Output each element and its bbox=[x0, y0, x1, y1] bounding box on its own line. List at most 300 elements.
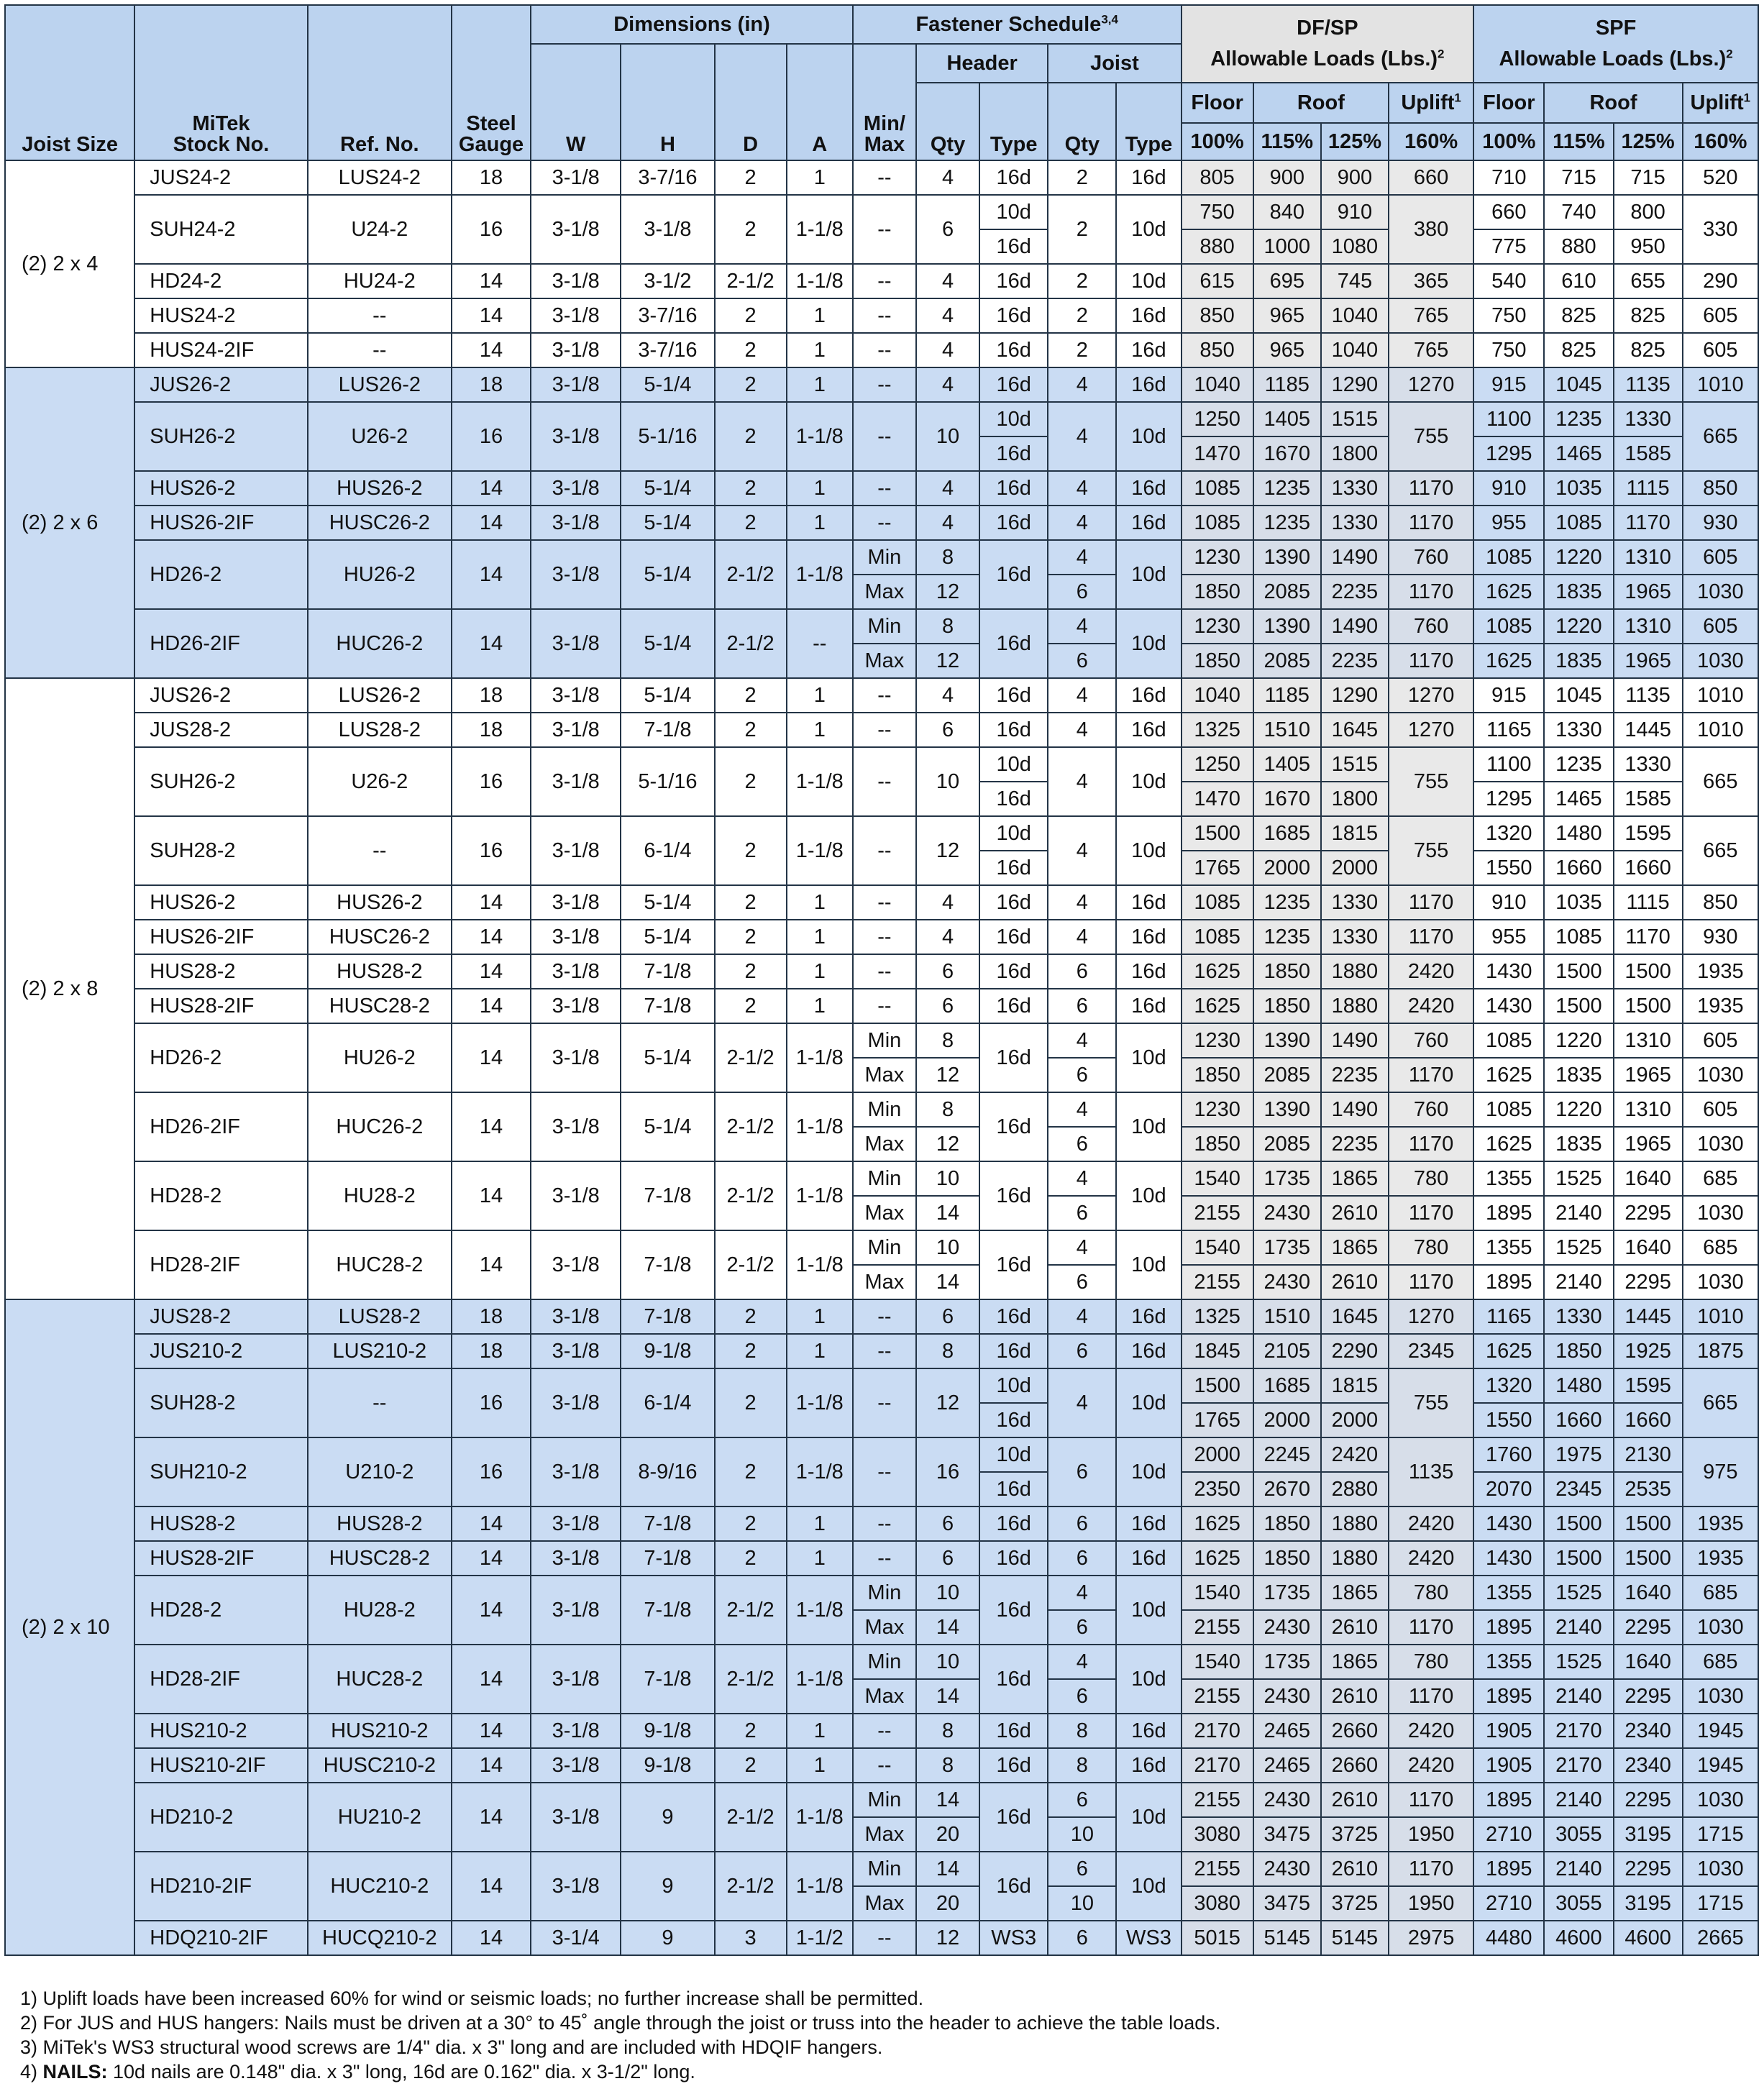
stock-no-cell: JUS210-2 bbox=[134, 1334, 307, 1368]
header-type-cell: 10d bbox=[979, 747, 1048, 782]
spf-uplift-cell: 930 bbox=[1683, 506, 1758, 540]
footnote-1: 1) Uplift loads have been increased 60% for wind or seismic loads; no further increase shall be permitted. bbox=[20, 1988, 924, 2009]
dfsp-load-cell: 1515 bbox=[1321, 402, 1389, 436]
ref-no-cell: HU28-2 bbox=[308, 1161, 452, 1230]
dfsp-load-cell: 1670 bbox=[1253, 436, 1321, 471]
joist-type-cell: 16d bbox=[1116, 333, 1181, 367]
dim-d-cell: 2 bbox=[715, 402, 787, 471]
spf-load-cell: 2295 bbox=[1614, 1265, 1683, 1299]
dim-d-cell: 2-1/2 bbox=[715, 264, 787, 298]
spf-load-cell: 1965 bbox=[1614, 644, 1683, 678]
dim-h-cell: 7-1/8 bbox=[621, 1645, 714, 1714]
spf-load-cell: 1895 bbox=[1473, 1852, 1544, 1886]
dfsp-load-cell: 2000 bbox=[1253, 1403, 1321, 1437]
spf-load-cell: 1100 bbox=[1473, 747, 1544, 782]
joist-qty-cell: 4 bbox=[1048, 471, 1116, 506]
table-row bbox=[5, 954, 1758, 989]
spf-load-cell: 915 bbox=[1473, 367, 1544, 402]
spf-uplift-cell: 1935 bbox=[1683, 1541, 1758, 1576]
min-max-cell: -- bbox=[853, 195, 916, 264]
header-type-cell: 16d bbox=[979, 160, 1048, 195]
dfsp-load-cell: 1815 bbox=[1321, 1368, 1389, 1403]
dfsp-load-cell: 1500 bbox=[1182, 816, 1253, 851]
dim-a-cell: 1 bbox=[787, 678, 853, 713]
gauge-cell: 14 bbox=[452, 885, 531, 920]
dfsp-uplift-cell: 1170 bbox=[1389, 920, 1473, 954]
table-row bbox=[5, 609, 1758, 644]
dfsp-load-cell: 1670 bbox=[1253, 782, 1321, 816]
stock-no-cell: HD210-2 bbox=[134, 1783, 307, 1852]
dfsp-uplift-cell: 1170 bbox=[1389, 1265, 1473, 1299]
header-spf-uplift: Uplift$^1$ bbox=[1683, 83, 1758, 123]
dim-d-cell: 2-1/2 bbox=[715, 1161, 787, 1230]
spf-load-cell: 1115 bbox=[1614, 471, 1683, 506]
dim-h-cell: 8-9/16 bbox=[621, 1437, 714, 1507]
spf-load-cell: 3195 bbox=[1614, 1886, 1683, 1921]
header-dfsp-125: 125% bbox=[1321, 123, 1389, 160]
dim-d-cell: 2 bbox=[715, 195, 787, 264]
spf-load-cell: 1550 bbox=[1473, 851, 1544, 885]
spf-load-cell: 1085 bbox=[1544, 920, 1613, 954]
joist-type-cell: 16d bbox=[1116, 920, 1181, 954]
dim-h-cell: 5-1/16 bbox=[621, 402, 714, 471]
dfsp-load-cell: 1390 bbox=[1253, 1023, 1321, 1058]
dfsp-load-cell: 2155 bbox=[1182, 1852, 1253, 1886]
header-stock-no: MiTek Stock No. bbox=[134, 5, 307, 160]
joist-qty-cell: 6 bbox=[1048, 1265, 1116, 1299]
dim-h-cell: 7-1/8 bbox=[621, 1299, 714, 1334]
ref-no-cell: LUS28-2 bbox=[308, 713, 452, 747]
min-max-cell: Min bbox=[853, 609, 916, 644]
joist-type-cell: 10d bbox=[1116, 1437, 1181, 1507]
spf-load-cell: 1445 bbox=[1614, 1299, 1683, 1334]
dfsp-load-cell: 2170 bbox=[1182, 1714, 1253, 1748]
header-d: D bbox=[715, 44, 787, 160]
ref-no-cell: HUCQ210-2 bbox=[308, 1921, 452, 1955]
gauge-cell: 16 bbox=[452, 747, 531, 816]
table-row bbox=[5, 367, 1758, 402]
dim-w-cell: 3-1/8 bbox=[531, 367, 621, 402]
header-qty-cell: 8 bbox=[916, 1748, 979, 1783]
gauge-cell: 16 bbox=[452, 195, 531, 264]
header-type-cell: 16d bbox=[979, 989, 1048, 1023]
dfsp-load-cell: 1330 bbox=[1321, 471, 1389, 506]
ref-no-cell: HUSC26-2 bbox=[308, 506, 452, 540]
min-max-cell: -- bbox=[853, 816, 916, 885]
header-type-cell: 16d bbox=[979, 1472, 1048, 1507]
dfsp-load-cell: 1765 bbox=[1182, 1403, 1253, 1437]
footnote-3: 3) MiTek's WS3 structural wood screws are 1/4" dia. x 3" long and are included with HDQIF hangers. bbox=[20, 2036, 883, 2058]
dfsp-load-cell: 1235 bbox=[1253, 885, 1321, 920]
ref-no-cell: HUC26-2 bbox=[308, 609, 452, 678]
spf-load-cell: 1445 bbox=[1614, 713, 1683, 747]
spf-uplift-cell: 665 bbox=[1683, 747, 1758, 816]
header-qty-cell: 8 bbox=[916, 609, 979, 644]
header-qty-cell: 8 bbox=[916, 1023, 979, 1058]
dfsp-load-cell: 850 bbox=[1182, 333, 1253, 367]
joist-type-cell: 16d bbox=[1116, 1507, 1181, 1541]
dim-d-cell: 2 bbox=[715, 471, 787, 506]
dfsp-load-cell: 2660 bbox=[1321, 1714, 1389, 1748]
spf-uplift-cell: 1030 bbox=[1683, 1852, 1758, 1886]
gauge-cell: 18 bbox=[452, 678, 531, 713]
ref-no-cell: LUS28-2 bbox=[308, 1299, 452, 1334]
ref-no-cell: U24-2 bbox=[308, 195, 452, 264]
min-max-cell: -- bbox=[853, 713, 916, 747]
gauge-cell: 18 bbox=[452, 160, 531, 195]
spf-load-cell: 1500 bbox=[1544, 954, 1613, 989]
spf-load-cell: 1085 bbox=[1473, 1092, 1544, 1127]
spf-load-cell: 2345 bbox=[1544, 1472, 1613, 1507]
joist-qty-cell: 4 bbox=[1048, 540, 1116, 575]
ref-no-cell: -- bbox=[308, 1368, 452, 1437]
spf-uplift-cell: 605 bbox=[1683, 609, 1758, 644]
spf-load-cell: 1035 bbox=[1544, 885, 1613, 920]
ref-no-cell: HUS28-2 bbox=[308, 1507, 452, 1541]
dfsp-load-cell: 1290 bbox=[1321, 678, 1389, 713]
gauge-cell: 14 bbox=[452, 1023, 531, 1092]
table-row bbox=[5, 1437, 1758, 1472]
spf-load-cell: 1550 bbox=[1473, 1403, 1544, 1437]
dim-w-cell: 3-1/8 bbox=[531, 1230, 621, 1299]
dim-w-cell: 3-1/8 bbox=[531, 1714, 621, 1748]
dfsp-uplift-cell: 1170 bbox=[1389, 575, 1473, 609]
dfsp-load-cell: 1230 bbox=[1182, 540, 1253, 575]
dim-a-cell: 1 bbox=[787, 989, 853, 1023]
ref-no-cell: HU24-2 bbox=[308, 264, 452, 298]
dfsp-load-cell: 1185 bbox=[1253, 367, 1321, 402]
gauge-cell: 14 bbox=[452, 1645, 531, 1714]
stock-no-cell: HUS210-2IF bbox=[134, 1748, 307, 1783]
dim-a-cell: 1-1/8 bbox=[787, 1161, 853, 1230]
min-max-cell: Max bbox=[853, 1886, 916, 1921]
spf-load-cell: 1760 bbox=[1473, 1437, 1544, 1472]
header-type-cell: 10d bbox=[979, 195, 1048, 229]
spf-load-cell: 2710 bbox=[1473, 1886, 1544, 1921]
dim-h-cell: 9-1/8 bbox=[621, 1748, 714, 1783]
dim-w-cell: 3-1/8 bbox=[531, 195, 621, 264]
dim-a-cell: 1-1/8 bbox=[787, 1576, 853, 1645]
dfsp-load-cell: 3080 bbox=[1182, 1817, 1253, 1852]
min-max-cell: Max bbox=[853, 1127, 916, 1161]
spf-load-cell: 1595 bbox=[1614, 1368, 1683, 1403]
ref-no-cell: LUS24-2 bbox=[308, 160, 452, 195]
dfsp-load-cell: 2155 bbox=[1182, 1196, 1253, 1230]
dfsp-load-cell: 1865 bbox=[1321, 1161, 1389, 1196]
stock-no-cell: SUH28-2 bbox=[134, 816, 307, 885]
header-qty-cell: 8 bbox=[916, 1334, 979, 1368]
dim-h-cell: 5-1/4 bbox=[621, 540, 714, 609]
joist-type-cell: 10d bbox=[1116, 816, 1181, 885]
dfsp-uplift-cell: 1950 bbox=[1389, 1886, 1473, 1921]
dim-a-cell: 1 bbox=[787, 1334, 853, 1368]
spf-uplift-cell: 290 bbox=[1683, 264, 1758, 298]
dfsp-uplift-cell: 760 bbox=[1389, 1023, 1473, 1058]
stock-no-cell: HUS28-2 bbox=[134, 954, 307, 989]
joist-qty-cell: 6 bbox=[1048, 1058, 1116, 1092]
header-dfsp-roof: Roof bbox=[1253, 83, 1389, 123]
dim-a-cell: 1-1/8 bbox=[787, 1645, 853, 1714]
dfsp-load-cell: 3475 bbox=[1253, 1817, 1321, 1852]
spf-load-cell: 2140 bbox=[1544, 1679, 1613, 1714]
joist-qty-cell: 2 bbox=[1048, 298, 1116, 333]
gauge-cell: 14 bbox=[452, 1541, 531, 1576]
spf-load-cell: 825 bbox=[1614, 333, 1683, 367]
dfsp-load-cell: 1250 bbox=[1182, 402, 1253, 436]
dfsp-load-cell: 1865 bbox=[1321, 1230, 1389, 1265]
dfsp-load-cell: 2350 bbox=[1182, 1472, 1253, 1507]
header-qty-cell: 14 bbox=[916, 1679, 979, 1714]
dim-w-cell: 3-1/8 bbox=[531, 1437, 621, 1507]
stock-no-cell: HD28-2IF bbox=[134, 1230, 307, 1299]
dim-a-cell: 1 bbox=[787, 506, 853, 540]
gauge-cell: 16 bbox=[452, 816, 531, 885]
min-max-cell: -- bbox=[853, 885, 916, 920]
spf-load-cell: 1170 bbox=[1614, 920, 1683, 954]
joist-type-cell: 16d bbox=[1116, 160, 1181, 195]
spf-load-cell: 2140 bbox=[1544, 1852, 1613, 1886]
header-joist-qty: Qty bbox=[1048, 83, 1116, 160]
joist-qty-cell: 10 bbox=[1048, 1817, 1116, 1852]
spf-load-cell: 715 bbox=[1614, 160, 1683, 195]
dfsp-uplift-cell: 765 bbox=[1389, 298, 1473, 333]
joist-type-cell: 10d bbox=[1116, 1230, 1181, 1299]
dfsp-uplift-cell: 1170 bbox=[1389, 1196, 1473, 1230]
spf-load-cell: 1430 bbox=[1473, 954, 1544, 989]
spf-uplift-cell: 1945 bbox=[1683, 1714, 1758, 1748]
dim-a-cell: 1-1/8 bbox=[787, 1092, 853, 1161]
dim-h-cell: 5-1/4 bbox=[621, 678, 714, 713]
dfsp-load-cell: 1000 bbox=[1253, 229, 1321, 264]
dim-h-cell: 9-1/8 bbox=[621, 1714, 714, 1748]
joist-qty-cell: 4 bbox=[1048, 1161, 1116, 1196]
dfsp-uplift-cell: 1170 bbox=[1389, 1610, 1473, 1645]
dim-w-cell: 3-1/8 bbox=[531, 1161, 621, 1230]
dfsp-uplift-cell: 755 bbox=[1389, 816, 1473, 885]
dfsp-load-cell: 1500 bbox=[1182, 1368, 1253, 1403]
spf-load-cell: 910 bbox=[1473, 885, 1544, 920]
dfsp-load-cell: 2085 bbox=[1253, 1127, 1321, 1161]
joist-type-cell: 16d bbox=[1116, 989, 1181, 1023]
footnote-4: 4) NAILS: 10d nails are 0.148" dia. x 3" long, 16d are 0.162" dia. x 3-1/2" long. bbox=[20, 2061, 695, 2082]
dfsp-load-cell: 745 bbox=[1321, 264, 1389, 298]
header-qty-cell: 12 bbox=[916, 575, 979, 609]
header-qty-cell: 6 bbox=[916, 1507, 979, 1541]
dfsp-load-cell: 1230 bbox=[1182, 1092, 1253, 1127]
dim-d-cell: 2 bbox=[715, 747, 787, 816]
spf-uplift-cell: 850 bbox=[1683, 471, 1758, 506]
dim-h-cell: 5-1/4 bbox=[621, 920, 714, 954]
dim-d-cell: 2-1/2 bbox=[715, 1852, 787, 1921]
header-type-cell: 10d bbox=[979, 1368, 1048, 1403]
spf-load-cell: 2170 bbox=[1544, 1714, 1613, 1748]
header-type-cell: 16d bbox=[979, 540, 1048, 609]
dfsp-load-cell: 1850 bbox=[1182, 1127, 1253, 1161]
spf-load-cell: 2130 bbox=[1614, 1437, 1683, 1472]
spf-load-cell: 1500 bbox=[1614, 954, 1683, 989]
dfsp-load-cell: 5145 bbox=[1253, 1921, 1321, 1955]
ref-no-cell: HUC28-2 bbox=[308, 1645, 452, 1714]
min-max-cell: Max bbox=[853, 1058, 916, 1092]
dim-a-cell: 1 bbox=[787, 1299, 853, 1334]
gauge-cell: 16 bbox=[452, 402, 531, 471]
dfsp-uplift-cell: 755 bbox=[1389, 747, 1473, 816]
dfsp-load-cell: 1405 bbox=[1253, 402, 1321, 436]
joist-qty-cell: 6 bbox=[1048, 1541, 1116, 1576]
gauge-cell: 18 bbox=[452, 1299, 531, 1334]
header-type-cell: 16d bbox=[979, 1541, 1048, 1576]
dim-h-cell: 3-1/2 bbox=[621, 264, 714, 298]
min-max-cell: Min bbox=[853, 1023, 916, 1058]
spf-load-cell: 1235 bbox=[1544, 402, 1613, 436]
joist-size-cell: (2) 2 x 6 bbox=[5, 367, 134, 678]
dfsp-load-cell: 1330 bbox=[1321, 885, 1389, 920]
joist-qty-cell: 4 bbox=[1048, 1023, 1116, 1058]
dim-a-cell: 1-1/8 bbox=[787, 264, 853, 298]
dfsp-load-cell: 1040 bbox=[1321, 298, 1389, 333]
dim-d-cell: 2 bbox=[715, 1714, 787, 1748]
joist-type-cell: 10d bbox=[1116, 1368, 1181, 1437]
dim-h-cell: 9 bbox=[621, 1852, 714, 1921]
dim-w-cell: 3-1/8 bbox=[531, 1576, 621, 1645]
spf-load-cell: 2070 bbox=[1473, 1472, 1544, 1507]
dim-h-cell: 7-1/8 bbox=[621, 1230, 714, 1299]
spf-load-cell: 2295 bbox=[1614, 1679, 1683, 1714]
header-spf-125: 125% bbox=[1614, 123, 1683, 160]
min-max-cell: -- bbox=[853, 160, 916, 195]
dfsp-load-cell: 1390 bbox=[1253, 609, 1321, 644]
spf-load-cell: 1585 bbox=[1614, 436, 1683, 471]
header-type-cell: 16d bbox=[979, 1507, 1048, 1541]
ref-no-cell: U210-2 bbox=[308, 1437, 452, 1507]
gauge-cell: 14 bbox=[452, 609, 531, 678]
header-qty-cell: 4 bbox=[916, 367, 979, 402]
spf-load-cell: 1895 bbox=[1473, 1196, 1544, 1230]
dfsp-load-cell: 3725 bbox=[1321, 1817, 1389, 1852]
joist-qty-cell: 4 bbox=[1048, 713, 1116, 747]
joist-qty-cell: 6 bbox=[1048, 989, 1116, 1023]
joist-type-cell: WS3 bbox=[1116, 1921, 1181, 1955]
dim-w-cell: 3-1/8 bbox=[531, 885, 621, 920]
dfsp-load-cell: 1850 bbox=[1253, 954, 1321, 989]
spf-load-cell: 1625 bbox=[1473, 1334, 1544, 1368]
joist-type-cell: 16d bbox=[1116, 367, 1181, 402]
dfsp-load-cell: 1330 bbox=[1321, 920, 1389, 954]
dfsp-load-cell: 1645 bbox=[1321, 1299, 1389, 1334]
spf-load-cell: 1115 bbox=[1614, 885, 1683, 920]
header-qty-cell: 4 bbox=[916, 160, 979, 195]
spf-load-cell: 800 bbox=[1614, 195, 1683, 229]
spf-load-cell: 1320 bbox=[1473, 816, 1544, 851]
table-row bbox=[5, 1299, 1758, 1334]
spf-load-cell: 1330 bbox=[1544, 1299, 1613, 1334]
dfsp-load-cell: 2000 bbox=[1182, 1437, 1253, 1472]
header-qty-cell: 6 bbox=[916, 989, 979, 1023]
ref-no-cell: HUSC28-2 bbox=[308, 989, 452, 1023]
header-joist-type: Type bbox=[1116, 83, 1181, 160]
joist-qty-cell: 6 bbox=[1048, 1507, 1116, 1541]
stock-no-cell: JUS28-2 bbox=[134, 713, 307, 747]
dim-w-cell: 3-1/8 bbox=[531, 954, 621, 989]
stock-no-cell: SUH26-2 bbox=[134, 402, 307, 471]
dim-d-cell: 2 bbox=[715, 160, 787, 195]
dfsp-load-cell: 1085 bbox=[1182, 920, 1253, 954]
spf-load-cell: 1355 bbox=[1473, 1161, 1544, 1196]
stock-no-cell: HUS28-2 bbox=[134, 1507, 307, 1541]
stock-no-cell: HUS26-2IF bbox=[134, 920, 307, 954]
header-qty-cell: 14 bbox=[916, 1610, 979, 1645]
header-qty-cell: 6 bbox=[916, 1299, 979, 1334]
dfsp-load-cell: 1735 bbox=[1253, 1645, 1321, 1679]
joist-type-cell: 16d bbox=[1116, 954, 1181, 989]
header-w: W bbox=[531, 44, 621, 160]
spf-load-cell: 1895 bbox=[1473, 1783, 1544, 1817]
dim-d-cell: 2-1/2 bbox=[715, 1576, 787, 1645]
spf-load-cell: 4600 bbox=[1614, 1921, 1683, 1955]
spf-load-cell: 1965 bbox=[1614, 1058, 1683, 1092]
header-qty-cell: 16 bbox=[916, 1437, 979, 1507]
dfsp-load-cell: 880 bbox=[1182, 229, 1253, 264]
dim-w-cell: 3-1/8 bbox=[531, 1507, 621, 1541]
dim-h-cell: 5-1/16 bbox=[621, 747, 714, 816]
header-qty-cell: 8 bbox=[916, 540, 979, 575]
spf-load-cell: 910 bbox=[1473, 471, 1544, 506]
header-header-group: Header bbox=[916, 44, 1048, 83]
dim-a-cell: 1-1/8 bbox=[787, 1023, 853, 1092]
dim-d-cell: 2-1/2 bbox=[715, 1092, 787, 1161]
table-row bbox=[5, 195, 1758, 229]
dfsp-load-cell: 1235 bbox=[1253, 506, 1321, 540]
gauge-cell: 14 bbox=[452, 1230, 531, 1299]
joist-type-cell: 16d bbox=[1116, 1714, 1181, 1748]
dim-a-cell: 1 bbox=[787, 713, 853, 747]
spf-load-cell: 2710 bbox=[1473, 1817, 1544, 1852]
min-max-cell: -- bbox=[853, 1541, 916, 1576]
dfsp-load-cell: 1735 bbox=[1253, 1576, 1321, 1610]
header-type-cell: 16d bbox=[979, 436, 1048, 471]
header-type-cell: 16d bbox=[979, 678, 1048, 713]
stock-no-cell: HD28-2 bbox=[134, 1161, 307, 1230]
header-qty-cell: 10 bbox=[916, 747, 979, 816]
ref-no-cell: LUS26-2 bbox=[308, 367, 452, 402]
joist-type-cell: 10d bbox=[1116, 1576, 1181, 1645]
spf-load-cell: 1640 bbox=[1614, 1230, 1683, 1265]
joist-qty-cell: 4 bbox=[1048, 678, 1116, 713]
spf-load-cell: 1085 bbox=[1544, 506, 1613, 540]
spf-load-cell: 710 bbox=[1473, 160, 1544, 195]
dfsp-load-cell: 1390 bbox=[1253, 1092, 1321, 1127]
gauge-cell: 14 bbox=[452, 1576, 531, 1645]
dim-h-cell: 9-1/8 bbox=[621, 1334, 714, 1368]
dfsp-load-cell: 1850 bbox=[1253, 1507, 1321, 1541]
spf-load-cell: 825 bbox=[1614, 298, 1683, 333]
dim-d-cell: 2 bbox=[715, 954, 787, 989]
spf-load-cell: 1320 bbox=[1473, 1368, 1544, 1403]
dfsp-load-cell: 900 bbox=[1321, 160, 1389, 195]
dim-w-cell: 3-1/8 bbox=[531, 1334, 621, 1368]
dim-w-cell: 3-1/8 bbox=[531, 609, 621, 678]
spf-load-cell: 1500 bbox=[1544, 989, 1613, 1023]
joist-type-cell: 10d bbox=[1116, 1023, 1181, 1092]
header-type-cell: 16d bbox=[979, 782, 1048, 816]
spf-load-cell: 4480 bbox=[1473, 1921, 1544, 1955]
spf-load-cell: 2295 bbox=[1614, 1610, 1683, 1645]
dfsp-load-cell: 2610 bbox=[1321, 1610, 1389, 1645]
ref-no-cell: HUC28-2 bbox=[308, 1230, 452, 1299]
dfsp-uplift-cell: 765 bbox=[1389, 333, 1473, 367]
header-type-cell: 16d bbox=[979, 1092, 1048, 1161]
min-max-cell: Max bbox=[853, 1679, 916, 1714]
